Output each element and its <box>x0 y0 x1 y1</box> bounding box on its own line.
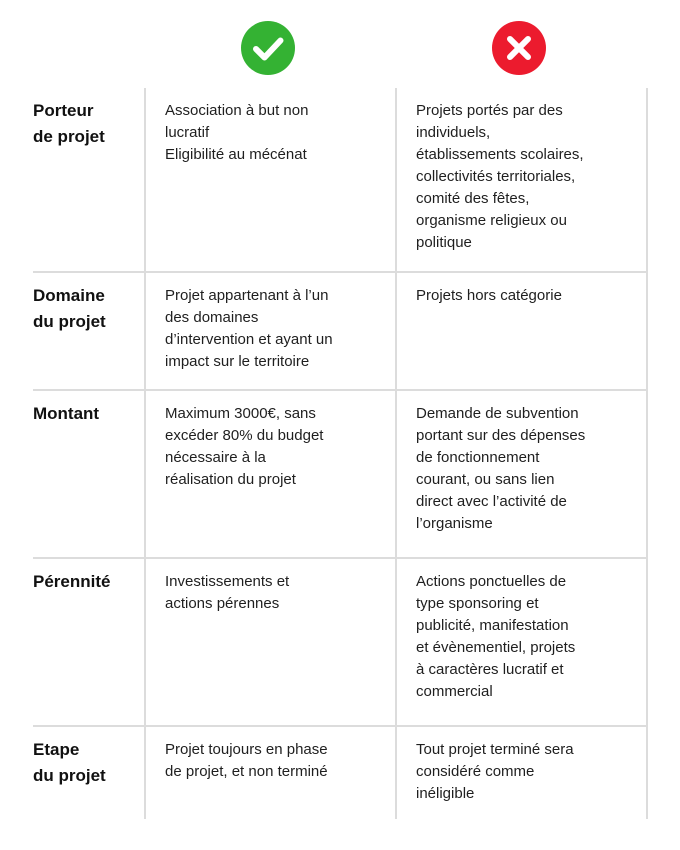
cell-line: Projets portés par des <box>416 102 563 119</box>
cell-line: publicité, manifestation <box>416 617 569 634</box>
row-label <box>33 391 144 557</box>
rejected-cell <box>395 391 648 557</box>
cell-line: et évènementiel, projets <box>416 639 576 656</box>
cell-line: Eligibilité au mécénat <box>165 146 307 163</box>
accepted-cell <box>144 391 395 557</box>
cell-line: des domaines <box>165 309 259 326</box>
table-row-porteur <box>33 88 648 273</box>
accepted-cell <box>144 559 395 725</box>
accepted-cell <box>144 727 395 819</box>
cell-line: Projet toujours en phase <box>165 741 328 758</box>
table-row-montant <box>33 391 648 559</box>
cell-line: de fonctionnement <box>416 449 540 466</box>
rejected-cell <box>395 88 648 271</box>
row-label <box>33 273 144 389</box>
cell-line: Investissements et <box>165 573 290 590</box>
cell-line: Projet appartenant à l’un <box>165 287 329 304</box>
cell-line: nécessaire à la <box>165 449 266 466</box>
cell-line: courant, ou sans lien <box>416 471 555 488</box>
cell-line: direct avec l’activité de <box>416 493 567 510</box>
cell-line: réalisation du projet <box>165 471 296 488</box>
table-row-domaine <box>33 273 648 391</box>
cell-line: inéligible <box>416 785 475 802</box>
cell-line: Maximum 3000€, sans <box>165 405 316 422</box>
cell-line: à caractères lucratif et <box>416 661 564 678</box>
cell-line: collectivités territoriales, <box>416 168 576 185</box>
table-row-perennite <box>33 559 648 727</box>
row-label-line: Montant <box>33 404 100 423</box>
cell-line: d’intervention et ayant un <box>165 331 333 348</box>
column-header-icons <box>0 0 680 90</box>
eligibility-table <box>33 88 648 819</box>
cell-line: Association à but non <box>165 102 309 119</box>
check-circle-icon <box>241 21 295 75</box>
cell-line: de projet, et non terminé <box>165 763 328 780</box>
cell-line: commercial <box>416 683 493 700</box>
cell-line: établissements scolaires, <box>416 146 584 163</box>
row-label-line: Porteur <box>33 101 94 120</box>
row-label-line: du projet <box>33 766 106 785</box>
cross-circle-icon <box>492 21 546 75</box>
cell-line: portant sur des dépenses <box>416 427 586 444</box>
row-label-line: du projet <box>33 312 106 331</box>
row-label-line: Domaine <box>33 286 105 305</box>
cell-line: type sponsoring et <box>416 595 539 612</box>
row-label-line: Etape <box>33 740 80 759</box>
cell-line: actions pérennes <box>165 595 280 612</box>
cell-line: Actions ponctuelles de <box>416 573 567 590</box>
table-row-etape <box>33 727 648 819</box>
cell-line: Demande de subvention <box>416 405 579 422</box>
row-label-line: de projet <box>33 127 105 146</box>
cell-line: Tout projet terminé sera <box>416 741 574 758</box>
rejected-cell <box>395 273 648 389</box>
cell-line: excéder 80% du budget <box>165 427 324 444</box>
accepted-cell <box>144 88 395 271</box>
cell-line: organisme religieux ou <box>416 212 567 229</box>
rejected-cell <box>395 559 648 725</box>
cell-line: Projets hors catégorie <box>416 287 562 304</box>
cell-line: considéré comme <box>416 763 535 780</box>
accepted-cell <box>144 273 395 389</box>
cell-line: politique <box>416 234 472 251</box>
cell-line: lucratif <box>165 124 210 141</box>
row-label <box>33 559 144 725</box>
row-label <box>33 88 144 271</box>
cell-line: comité des fêtes, <box>416 190 530 207</box>
cell-line: impact sur le territoire <box>165 353 310 370</box>
row-label-line: Pérennité <box>33 572 111 591</box>
rejected-cell <box>395 727 648 819</box>
row-label <box>33 727 144 819</box>
cell-line: l’organisme <box>416 515 493 532</box>
cell-line: individuels, <box>416 124 491 141</box>
